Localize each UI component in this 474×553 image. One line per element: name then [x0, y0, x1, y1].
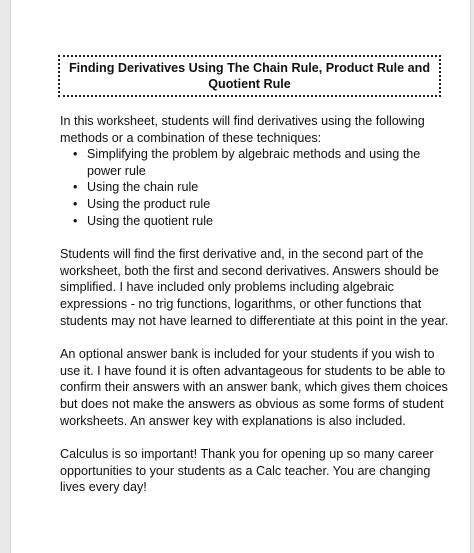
bullet-icon: • [73, 180, 78, 195]
list-item [60, 179, 456, 196]
list-item [60, 196, 456, 213]
bullet-icon: • [73, 196, 78, 211]
list-item [60, 213, 456, 230]
title-box [58, 55, 441, 97]
closing-paragraph: Calculus is so important! Thank you for opening up so many career opportunities to your students as a Calc teacher. You are changing lives every day! [60, 447, 434, 495]
bullet-icon: • [73, 213, 78, 228]
derivatives-paragraph: Students will find the first derivative and, in the second part of the worksheet, both the first and second derivatives. Answers should be simplified. I have included only problems including algebraic expressions - no trig functions, logarithms, or other functions that students may not have learned to differentiate at this point in the year. [60, 247, 449, 328]
list-item [60, 146, 456, 179]
methods-list [60, 146, 456, 229]
answer-bank-paragraph: An optional answer bank is included for your students if you wish to use it. I have found it is often advantageous for students to be able to confirm their answers with an answer bank, which gives them choices but does not make the answers as obvious as some forms of student worksheets. An answer key with explanations is also included. [60, 347, 448, 428]
bullet-icon: • [73, 147, 78, 162]
list-item-text: Using the chain rule [87, 180, 199, 195]
document-title: Finding Derivatives Using The Chain Rule, Product Rule and Quotient Rule [68, 61, 431, 91]
document-page [10, 0, 471, 553]
list-item-text: Using the quotient rule [87, 213, 214, 228]
list-item-text: Using the product rule [87, 196, 211, 211]
document-body [60, 113, 456, 496]
list-item-text: Simplifying the problem by algebraic methods and using the power rule [87, 147, 421, 178]
intro-paragraph: In this worksheet, students will find derivatives using the following methods or a combination of these techniques: [60, 114, 425, 145]
